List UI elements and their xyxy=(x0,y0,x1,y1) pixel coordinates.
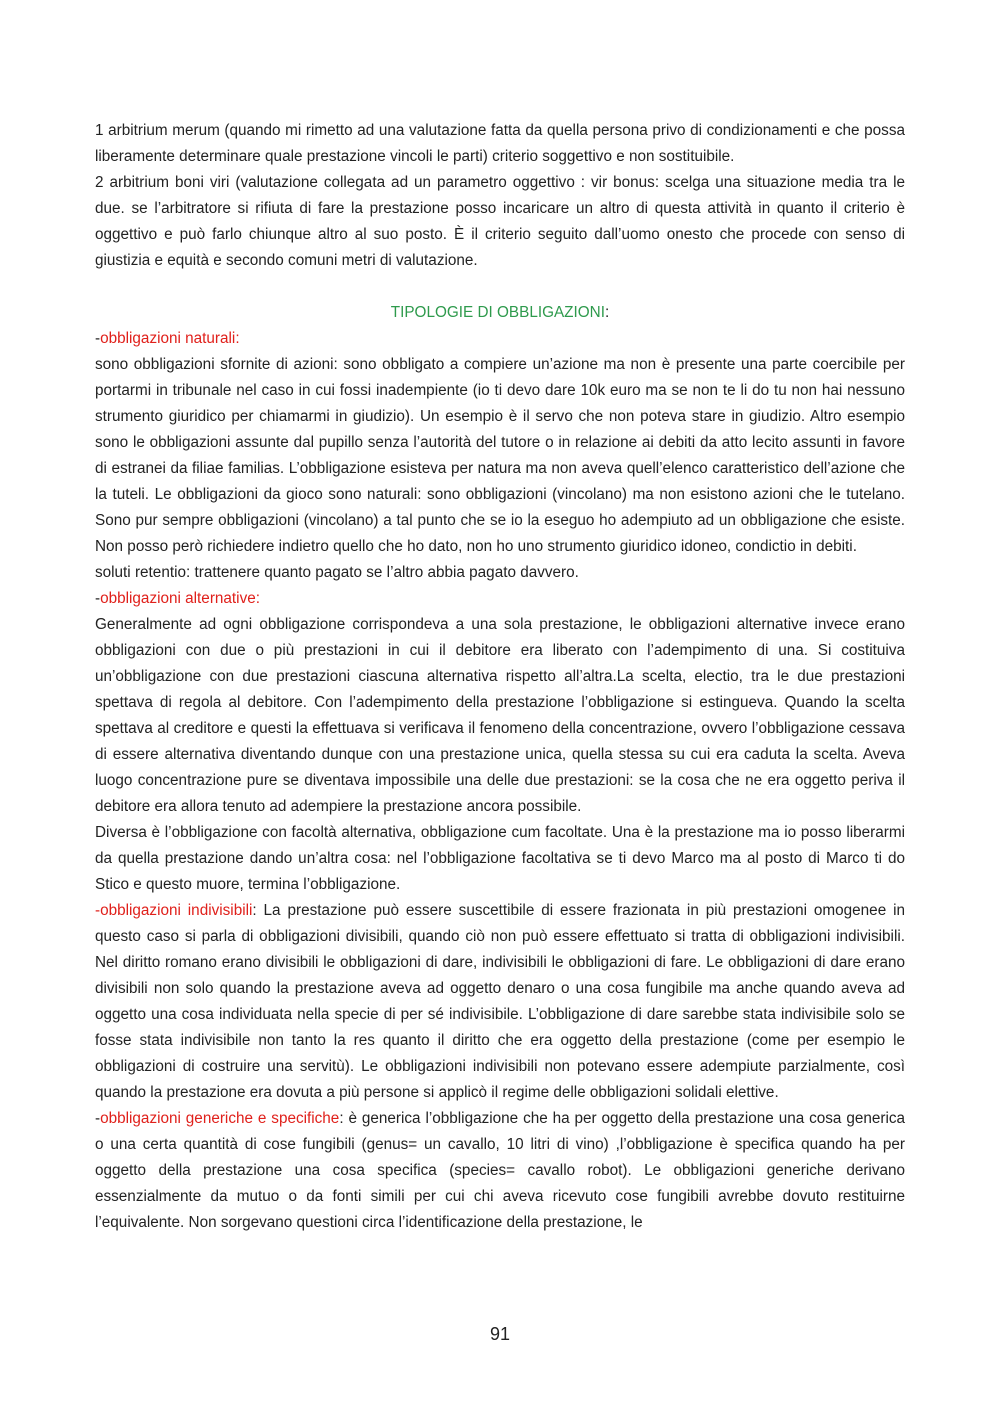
paragraph-generiche-body: : è generica l’obbligazione che ha per oggetto della prestazione una cosa generica o una certa quantità di cose fungibili (genus= un cavallo, 10 litri di vino) ,l’obbligazione è specifica quando ha per oggetto della prestazione una cosa specifica (species= cavallo robot). Le obbligazioni generiche derivano essenzialmente da mutuo o da fonti simili per cui chi aveva ricevuto cose fungibili avrebbe dovuto restituirne l’equivalente. Non sorgevano questioni circa l’identificazione della prestazione, le xyxy=(95,1110,906,1231)
paragraph-generiche xyxy=(95,1106,905,1236)
section-heading-text: TIPOLOGIE DI OBBLIGAZIONI xyxy=(390,304,605,321)
subheading-dash: - xyxy=(95,590,101,607)
paragraph-alternative: Generalmente ad ogni obbligazione corrispondeva a una sola prestazione, le obbligazioni alternative invece erano obbligazioni con due o più prestazioni in cui il debitore era liberato con l’adempimento di una. Si costituiva un’obbligazione con due prestazioni ciascuna alternativa rispetto all’altra.La scelta, electio, tra le due prestazioni spettava di regola al debitore. Con l’adempimento della prestazione l’obbligazione si estingueva. Quando la scelta spettava al creditore e questi la effettuava si verificava il fenomeno della concentrazione, ovvero l’obbligazione cessava di essere alternativa diventando dunque con una prestazione unica, quella stessa su cui era caduta la scelta. Aveva luogo concentrazione pure se diventava impossibile una delle due prestazioni: se la cosa che ne era oggetto periva il debitore era allora tenuto ad adempiere la prestazione ancora possibile. xyxy=(95,616,905,815)
document-page xyxy=(95,118,905,1236)
paragraph-indivisibili xyxy=(95,898,905,1106)
subheading-naturali-title: obbligazioni naturali: xyxy=(100,330,240,347)
paragraph-indivisibili-body: : La prestazione può essere suscettibile di essere frazionata in più prestazioni omogenee in questo caso si parla di obbligazioni divisibili, quando ciò non può essere effettuato si tratta di obbligazioni indivisibili. Nel diritto romano erano divisibili le obbligazioni di dare, indivisibili le obbligazioni di fare. Le obbligazioni di dare erano divisibili non solo quando la prestazione aveva ad oggetto denaro o una cosa fungibile ma anche quando aveva ad oggetto una cosa individuata nella specie di per sé indivisibile. L’obbligazione di dare sarebbe stata indivisibile solo se fosse stata indivisibile non tanto la res quanto il diritto che era oggetto della prestazione (come per esempio le obbligazioni di costruire una servitù). Le obbligazioni indivisibili non potevano essere adempiute parzialmente, così quando la prestazione era dovuta a più persone si applicò il regime delle obbligazioni solidali elettive. xyxy=(95,902,906,1101)
subheading-dash: - xyxy=(95,1110,101,1127)
paragraph-soluti-retentio: soluti retentio: trattenere quanto pagato se l’altro abbia pagato davvero. xyxy=(95,564,579,581)
spacer xyxy=(95,274,905,300)
subheading-indivisibili-title: -obbligazioni indivisibili xyxy=(95,902,253,919)
paragraph-naturali: sono obbligazioni sfornite di azioni: sono obbligato a compiere un’azione ma non è presente una parte coercibile per portarmi in tribunale nel caso in cui fossi inadempiente (io ti devo dare 10k euro ma se non te li do tu non hai nessuno strumento giuridico per chiamarmi in giudizio). Un esempio è il servo che non poteva stare in giudizio. Altro esempio sono le obbligazioni assunte dal pupillo senza l’autorità del tutore o in relazione ai debiti da atto lecito assunti in favore di estranei da filiae familias. L’obbligazione esisteva per natura ma non aveva quell’elenco caratteristico dell’azione che la tuteli. Le obbligazioni da gioco sono naturali: sono obbligazioni (vincolano) ma non esistono azioni che le tutelano. Sono pur sempre obbligazioni (vincolano) a tal punto che se io la eseguo ho adempiuto ad un obbligazione che esiste. Non posso però richiedere indietro quello che ho dato, non ho uno strumento giuridico idoneo, condictio in debiti. xyxy=(95,356,905,555)
paragraph-arbitrium-merum: 1 arbitrium merum (quando mi rimetto ad una valutazione fatta da quella persona privo di condizionamenti e che possa liberamente determinare quale prestazione vincoli le parti) criterio soggettivo e non sostituibile. xyxy=(95,122,905,165)
subheading-alternative-title: obbligazioni alternative: xyxy=(100,590,260,607)
subheading-alternative xyxy=(95,586,905,612)
section-heading-colon: : xyxy=(604,304,610,321)
subheading-generiche-title: obbligazioni generiche e specifiche xyxy=(100,1110,340,1127)
subheading-dash: - xyxy=(95,330,101,347)
page-number: 91 xyxy=(489,1324,511,1344)
paragraph-arbitrium-boni-viri: 2 arbitrium boni viri (valutazione collegata ad un parametro oggettivo : vir bonus: scelga una situazione media tra le due. se l’arbitratore si rifiuta di fare la prestazione posso incaricare un altro di questa attività in quanto il criterio è oggettivo e può farlo chiunque altro al suo posto. È il criterio seguito dall’uomo onesto che procede con senso di giustizia e equità e secondo comuni metri di valutazione. xyxy=(95,174,905,269)
section-heading xyxy=(95,300,905,326)
paragraph-facolta-alternativa: Diversa è l’obbligazione con facoltà alternativa, obbligazione cum facoltate. Una è la prestazione ma io posso liberarmi da quella prestazione dando un’altra cosa: nel l’obbligazione facoltativa se ti devo Marco ma al posto di Marco ti do Stico e questo muore, termina l’obbligazione. xyxy=(95,824,905,893)
subheading-naturali xyxy=(95,326,905,352)
